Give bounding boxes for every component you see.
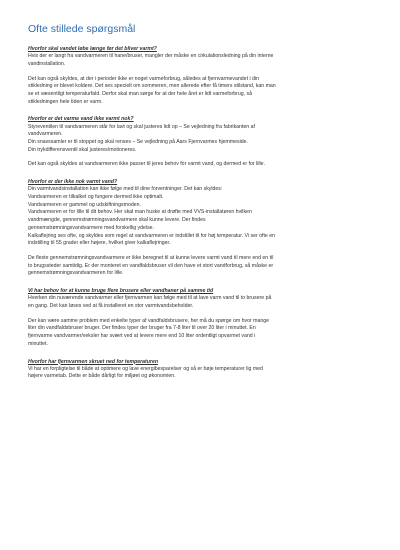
faq-answer-line: Hvis der er langt fra vandvarmeren til hane/bruser, mangler der måske en cirkulationsledning på din interne — [28, 53, 274, 60]
faq-answer-line: liter din vandfaldsbruser bruger. Der findes typer der bruger fra 7-8 liter til over 20 liter i minuttet. En — [28, 325, 256, 332]
faq-answer-line: De fleste gennemstrømningsvandvarmere er ikke beregnet til at kunne levere varmt vand til mere end en til — [28, 254, 274, 261]
faq-answer-line: Hverken din nuværende vandvarmer eller fjernvarmen kan følge med til at lave varm vand til to brusere på — [28, 295, 272, 302]
faq-answer-line: Det kan også skyldes at vandvarmeren ikke passer til jeres behov for varmt vand, og dermed er for lille. — [28, 161, 266, 168]
faq-answer-line: Vandvarmeren er for lille til dit behov. Her skal man huske at drøfte med VVS-installatøren hvilken — [28, 209, 252, 216]
faq-answer-line: gennemstrømningsvandvarmere med forskellig ydelse. — [28, 224, 154, 231]
faq-answer-line: se et væsentligt temperaturfald. Derfor skal man sørge for at der hele året er lidt varmeforbrug, så — [28, 91, 253, 98]
faq-answer-line: Din trykdifferensventil skal justeres/motioneres. — [28, 146, 137, 153]
faq-answer-line: Der kan være samme problem med enkelte typer af vandfaldsbrusere, her må du spørge om hvor mange — [28, 317, 270, 324]
faq-answer-line: Det kan også skyldes, at der i perioder ikke er noget varmeforbrug, således at fjernvarmevandet i din — [28, 75, 259, 82]
faq-answer-line: højere varmetab. Dette er både dårligt for miljøet og økonomien. — [28, 373, 176, 380]
faq-section-5 — [28, 359, 375, 382]
faq-answer-line: Vandvarmeren er tilkalket og fungere dermed ikke optimalt. — [28, 194, 164, 201]
faq-question: Vi har behov for at kunne bruge flere brusere eller vandhaner på samme tid — [28, 288, 214, 295]
faq-answer-line: vandmængde, gennemstrømningsvandvarmere skal kunne levere. Der findes — [28, 217, 206, 224]
faq-question: Hvorfor er der ikke nok varmt vand? — [28, 179, 118, 186]
faq-answer-line: stikledning er blevet koldere. Det ses specielt om sommeren, men allerede efter få timers stilstand, kan man — [28, 83, 276, 90]
faq-section-4 — [28, 288, 375, 348]
faq-answer-line: vandinstallation. — [28, 60, 66, 67]
faq-question: Hvorfor skal vandet løbe længe før det bliver varmt? — [28, 46, 157, 52]
page-title: Ofte stillede spørgsmål — [28, 23, 136, 35]
faq-answer-line: vandvarmeren. — [28, 131, 63, 138]
faq-answer-line: Kalkaflejring ses ofte, og skyldes som regel at vandvarmeren er indstillet til for høj temperatur. Vi ser ofte en — [28, 232, 276, 239]
faq-answer-line: to brugssteder samtidig. Er der monteret en vandfaldsbruser vil den have et stort vandforbrug, så måske er — [28, 262, 274, 269]
faq-question: Hvorfor er det varme vand ikke varmt nok? — [28, 116, 134, 123]
faq-answer-line: stikledningen hele tiden er varm. — [28, 98, 103, 105]
faq-answer-line: Vandvarmeren er gammel og udskiftningsmoden. — [28, 201, 141, 208]
faq-section-2 — [28, 116, 375, 169]
faq-answer-line: Din snavssamler er til stoppet og skal renses – Se vejledning på Aars Fjernvarmes hjemmeside. — [28, 139, 248, 146]
faq-answer-line: minuttet. — [28, 340, 48, 347]
faq-answer-line: en gang. Det kan løses ved at få installeret en stor varmtvandsbeholder. — [28, 302, 194, 309]
faq-answer-line: Vi har en forpligtelse til både at optimere og lave energibesparelser og så er høje temperaturer lig med — [28, 365, 263, 372]
faq-answer-line: Styreventilen til vandvarmeren står for lavt og skal justeres lidt op – Se vejledning fra fabrikanten af — [28, 123, 255, 130]
faq-section-1 — [28, 46, 375, 106]
faq-section-3 — [28, 179, 375, 278]
faq-answer-line: indstilling til 55 grader eller højere, hvilket giver kalkaflejringer. — [28, 240, 171, 247]
faq-answer-line: Din varmtvandsinstallation kan ikke følge med til dine forventninger. Det kan skyldes: — [28, 186, 223, 193]
faq-question: Hvorfor har fjernvarmen skruet ned for temperaturen — [28, 358, 159, 365]
faq-answer-line: gennemstrømningsvandvarmeren for lille. — [28, 270, 124, 277]
faq-answer-line: fjernvarme vandvarmer/veksler har svært ved at levere mere end 10 liter ordentligt opvarmet vand i — [28, 333, 256, 340]
